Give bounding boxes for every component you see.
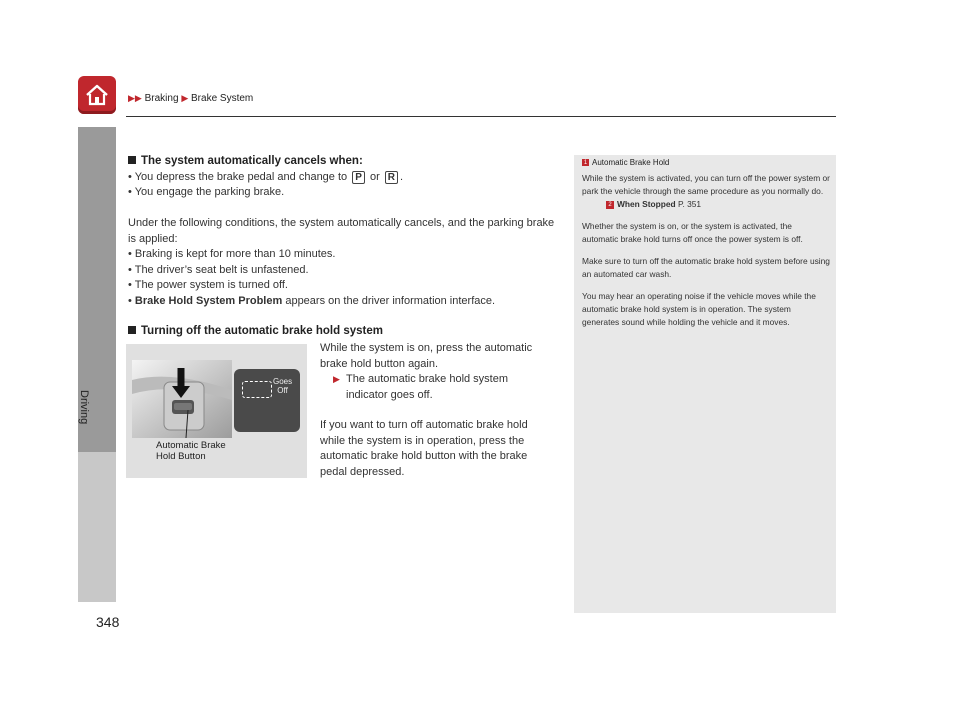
indicator-light-icon	[242, 381, 272, 398]
bullet-parking-brake: • You engage the parking brake.	[128, 186, 285, 198]
breadcrumb-braking[interactable]: Braking	[144, 93, 179, 104]
section-heading-cancels: The system automatically cancels when:	[128, 155, 363, 167]
brake-hold-button-photo	[132, 360, 232, 438]
note-title: 1 Automatic Brake Hold	[583, 158, 670, 167]
header-divider	[126, 116, 836, 117]
breadcrumb-arrow-icon: ▶▶	[128, 93, 142, 103]
key-r: R	[385, 171, 398, 184]
note-paragraph: While the system is activated, you can turn off the power system or park the vehicle through the same procedure as you normally do.	[582, 173, 830, 196]
note-reference[interactable]: 2 When Stopped P. 351	[582, 198, 830, 211]
note-body	[582, 172, 830, 338]
note-marker-icon: 1	[583, 160, 588, 167]
condition-item: • The power system is turned off.	[128, 279, 288, 291]
bullet-brake-pedal: • You depress the brake pedal and change to P or R .	[128, 171, 404, 183]
page-number: 348	[96, 614, 120, 630]
note-paragraph: You may hear an operating noise if the vehicle moves while the automatic brake hold system is in operation. The system generates sound while holding the vehicle and it moves.	[582, 291, 816, 327]
condition-item: • Brake Hold System Problem appears on the driver information interface.	[128, 295, 496, 307]
section-heading-turning-off: Turning off the automatic brake hold system	[128, 325, 383, 337]
condition-item: • Braking is kept for more than 10 minutes.	[128, 248, 336, 260]
turn-off-during-operation: If you want to turn off automatic brake hold while the system is in operation, press the automatic brake hold button with the brake pedal depressed.	[320, 419, 528, 478]
breadcrumb-arrow-icon: ▶	[181, 93, 189, 103]
note-paragraph: Whether the system is on, or the system is activated, the automatic brake hold turns off once the power system is off.	[582, 221, 803, 244]
side-tab[interactable]	[78, 452, 116, 602]
conditions-paragraph: Under the following conditions, the system automatically cancels, and the parking brake is applied:	[128, 217, 555, 245]
chapter-label: Driving	[78, 390, 90, 425]
note-paragraph: Make sure to turn off the automatic brake hold system before using an automated car wash.	[582, 256, 830, 279]
breadcrumb-brake-system[interactable]: Brake System	[191, 93, 254, 104]
home-button[interactable]	[78, 76, 116, 114]
condition-item: • The driver’s seat belt is unfastened.	[128, 264, 309, 276]
home-icon	[84, 82, 110, 108]
breadcrumb	[128, 93, 253, 104]
reference-link-icon: 2	[606, 201, 614, 209]
figure-caption: Automatic Brake Hold Button	[156, 440, 226, 462]
result-arrow-icon: ▶	[333, 374, 340, 384]
square-bullet-icon	[128, 156, 136, 164]
square-bullet-icon	[128, 326, 136, 334]
turn-off-result: ▶ The automatic brake hold system indicator goes off.	[333, 373, 509, 401]
turn-off-instruction: While the system is on, press the automatic brake hold button again.	[320, 342, 533, 370]
key-p: P	[352, 171, 365, 184]
indicator-status: Goes Off	[273, 377, 293, 395]
